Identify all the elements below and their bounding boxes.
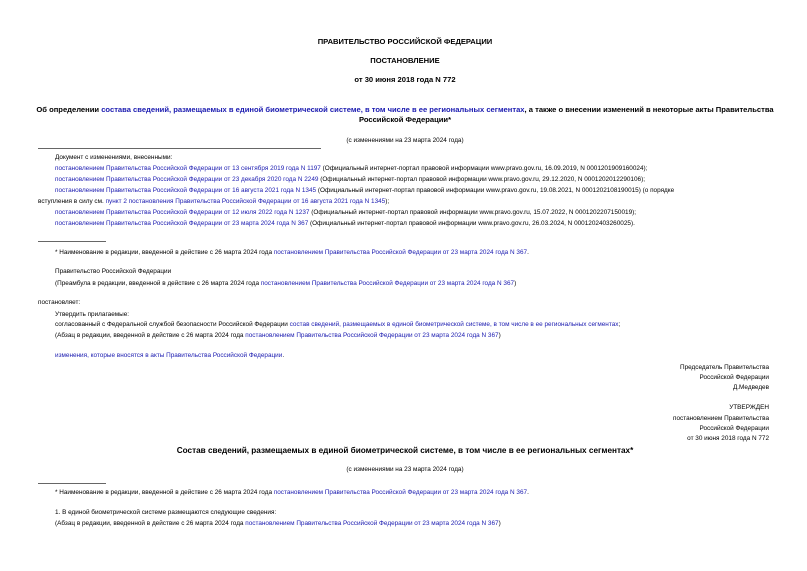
changes-act-line (55, 352, 284, 360)
changes-act-link[interactable]: изменения, которые вносятся в акты Правительства Российской Федерации (55, 352, 283, 359)
section-title: Состав сведений, размещаемых в единой биометрической системе, в том числе в ее региональных сегментах* (176, 446, 634, 455)
amendment-item (55, 176, 645, 184)
amendment-text: (Официальный интернет-портал правовой информации www.pravo.gov.ru, 29.12.2020, N 0001202012290106); (318, 176, 646, 183)
approved-line-3: от 30 июня 2018 года N 772 (687, 435, 769, 442)
footnote-divider (38, 483, 106, 484)
footnote-suffix: . (527, 489, 529, 496)
amendment-continuation (38, 198, 389, 206)
amendment-link[interactable]: постановлением Правительства Российской Федерации от 12 июля 2022 года N 1237 (55, 209, 310, 216)
document-date-number: от 30 июня 2018 года N 772 (354, 75, 456, 84)
approved-line-2: Российской Федерации (699, 425, 769, 432)
amendment-item (55, 220, 635, 228)
amendment-link[interactable]: постановлением Правительства Российской Федерации от 23 декабря 2020 года N 2249 (55, 176, 319, 183)
section-changes-note: (с изменениями на 23 марта 2024 года) (346, 466, 464, 473)
resolves-text: постановляет: (38, 299, 81, 306)
note-prefix: (Преамбула в редакции, введенной в действие с 26 марта 2024 года (55, 280, 261, 287)
title-suffix: , а также о внесении изменений в некоторые акты Правительства Российской Федерации* (358, 105, 774, 124)
footnote-suffix: . (527, 249, 529, 256)
approve-line: Утвердить прилагаемые: (55, 311, 130, 318)
footnote-divider (38, 241, 106, 242)
amendment-text: (Официальный интернет-портал правовой информации www.pravo.gov.ru, 16.09.2019, N 0001201909160024); (320, 165, 648, 172)
document-type: ПОСТАНОВЛЕНИЕ (370, 56, 440, 65)
amendment-item (55, 209, 636, 217)
footnote (55, 489, 529, 497)
approved-heading: УТВЕРЖДЕН (729, 404, 769, 411)
government-heading: ПРАВИТЕЛЬСТВО РОССИЙСКОЙ ФЕДЕРАЦИИ (317, 37, 493, 46)
note-prefix: (Абзац в редакции, введенной в действие с 26 марта 2024 года (55, 520, 246, 527)
signature-block (680, 364, 769, 392)
amendment-link[interactable]: постановлением Правительства Российской Федерации от 16 августа 2021 года N 1345 (55, 187, 317, 194)
note-suffix: ) (514, 280, 517, 287)
title-link[interactable]: состава сведений, размещаемых в единой биометрической системе, в том числе в ее региональных сегментах (101, 105, 525, 114)
signature-position: Председатель Правительства (680, 364, 769, 371)
approve-note (55, 332, 501, 340)
amendments-intro: Документ с изменениями, внесенными: (55, 154, 173, 161)
footnote-prefix: * Наименование в редакции, введенной в действие с 26 марта 2024 года (55, 249, 274, 256)
divider (38, 148, 321, 149)
approved-block (673, 404, 769, 443)
continuation-prefix: вступления в силу см. (38, 198, 106, 205)
note-prefix: (Абзац в редакции, введенной в действие с 26 марта 2024 года (55, 332, 246, 339)
approve-item-suffix: ; (618, 321, 621, 328)
title-prefix: Об определении (36, 105, 102, 114)
amendment-link[interactable]: постановлением Правительства Российской Федерации от 23 марта 2024 года N 367 (55, 220, 309, 227)
amendment-text: (Официальный интернет-портал правовой информации www.pravo.gov.ru, 19.08.2021, N 0001202108190015) (о порядке (316, 187, 675, 194)
note-link[interactable]: постановлением Правительства Российской Федерации от 23 марта 2024 года N 367 (245, 520, 499, 527)
item-1-text: 1. В единой биометрической системе размещаются следующие сведения: (55, 509, 277, 516)
continuation-link[interactable]: пункт 2 постановления Правительства Российской Федерации от 16 августа 2021 года N 1345 (105, 198, 386, 205)
footnote-prefix: * Наименование в редакции, введенной в действие с 26 марта 2024 года (55, 489, 274, 496)
signature-name: Д.Медведев (732, 384, 769, 391)
amendment-text: (Официальный интернет-портал правовой информации www.pravo.gov.ru, 15.07.2022, N 0001202207150019); (309, 209, 637, 216)
preamble-line: Правительство Российской Федерации (55, 268, 172, 275)
signature-position-2: Российской Федерации (699, 374, 769, 381)
item-1-note (55, 520, 501, 528)
approved-line-1: постановлением Правительства (673, 415, 769, 422)
note-link[interactable]: постановлением Правительства Российской Федерации от 23 марта 2024 года N 367 (245, 332, 499, 339)
note-suffix: ) (498, 520, 501, 527)
changes-note: (с изменениями на 23 марта 2024 года) (346, 137, 464, 144)
amendment-link[interactable]: постановлением Правительства Российской Федерации от 13 сентября 2019 года N 1197 (55, 165, 321, 172)
amendment-item (55, 187, 674, 195)
approve-item-link[interactable]: состав сведений, размещаемых в единой биометрической системе, в том числе в ее региональных сегментах (289, 321, 619, 328)
approve-item (55, 321, 620, 329)
document-title (30, 105, 780, 125)
footnote-link[interactable]: постановлением Правительства Российской Федерации от 23 марта 2024 года N 367 (273, 489, 528, 496)
amendment-text: (Официальный интернет-портал правовой информации www.pravo.gov.ru, 26.03.2024, N 0001202403260025). (308, 220, 635, 227)
footnote (55, 249, 529, 257)
note-suffix: ) (498, 332, 501, 339)
preamble-note (55, 280, 516, 288)
changes-act-suffix: . (282, 352, 285, 359)
amendment-item (55, 165, 647, 173)
continuation-suffix: ); (385, 198, 390, 205)
note-link[interactable]: постановлением Правительства Российской Федерации от 23 марта 2024 года N 367 (260, 280, 515, 287)
footnote-link[interactable]: постановлением Правительства Российской Федерации от 23 марта 2024 года N 367 (273, 249, 528, 256)
approve-item-prefix: согласованный с Федеральной службой безопасности Российской Федерации (55, 321, 290, 328)
